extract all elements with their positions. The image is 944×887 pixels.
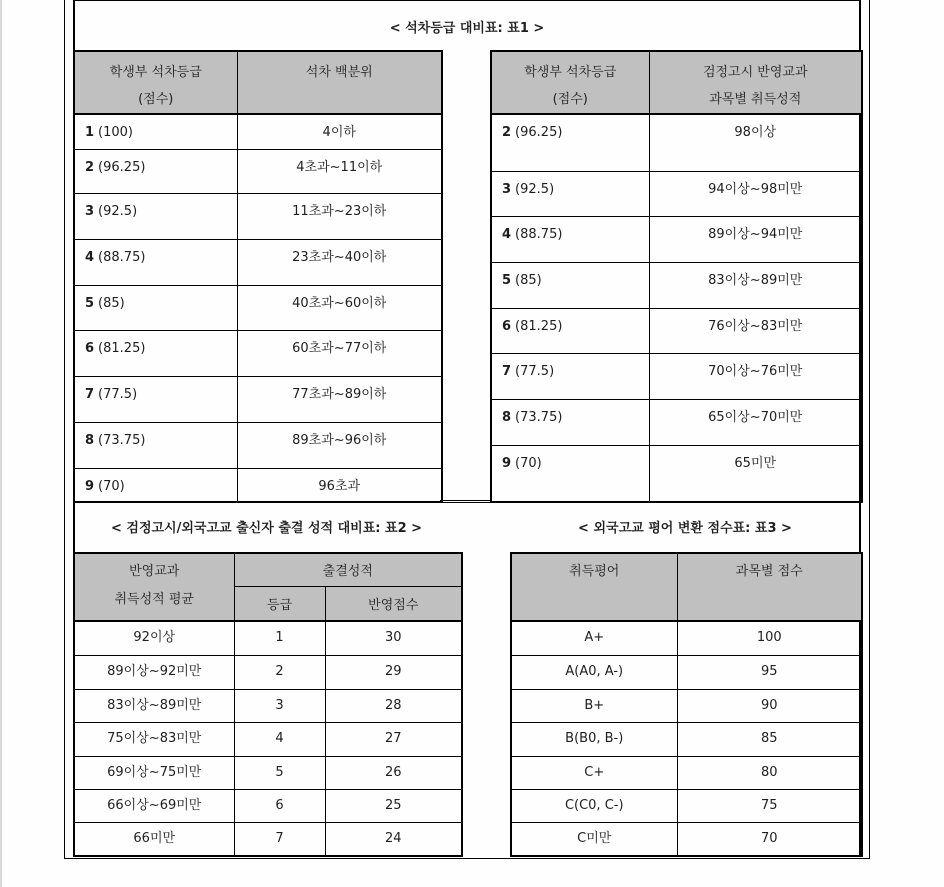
grade-score: (92.5) — [515, 181, 555, 197]
grade-score: (73.75) — [515, 409, 563, 425]
average-cell: 66미만 — [74, 822, 234, 856]
percentile-cell: 77초과~89이하 — [237, 376, 442, 422]
score-cell: 24 — [325, 822, 462, 856]
table-row — [511, 789, 862, 822]
header-line: 학생부 석차등급 — [524, 65, 617, 80]
table-row — [511, 689, 862, 722]
table-row — [74, 114, 442, 149]
grade-cell — [491, 399, 649, 445]
grade-cell — [74, 114, 237, 149]
table-row — [74, 285, 442, 330]
grade-number: 2 — [502, 125, 512, 140]
score-cell: 30 — [325, 621, 462, 655]
grade-ged-table — [490, 50, 863, 503]
grade-number: 8 — [85, 432, 95, 448]
score-cell: 90 — [677, 689, 862, 722]
header-line: 취득성적 평균 — [114, 592, 194, 607]
header-attendance-group: 출결성적 — [234, 553, 462, 586]
grade-cell — [74, 376, 237, 422]
table-row — [74, 193, 442, 239]
grade-number: 7 — [85, 386, 95, 402]
grade-conversion-table — [510, 552, 863, 857]
score-cell: 75 — [677, 789, 862, 822]
table-row — [491, 216, 862, 262]
average-cell: 66이상~69미만 — [74, 789, 234, 822]
grade-cell — [74, 149, 237, 193]
grade-cell — [74, 468, 237, 502]
table1-title: < 석차등급 대비표: 표1 > — [389, 21, 545, 36]
table-row — [74, 756, 462, 789]
result-cell: 70이상~76미만 — [649, 353, 862, 399]
score-cell: 100 — [677, 621, 862, 655]
grade-number: 4 — [85, 249, 95, 265]
result-cell: 83이상~89미만 — [649, 262, 862, 308]
table-row — [511, 655, 862, 689]
percentile-cell: 89초과~96이하 — [237, 422, 442, 468]
grade-number: 5 — [502, 272, 512, 288]
table-row — [74, 789, 462, 822]
level-cell: 2 — [234, 655, 325, 689]
table-row — [74, 330, 442, 376]
grade-score: (96.25) — [98, 159, 146, 175]
window-left-edge — [0, 0, 2, 887]
result-cell: 89이상~94미만 — [649, 216, 862, 262]
grade-number: 1 — [85, 125, 95, 140]
table-row — [74, 621, 462, 655]
score-cell: 25 — [325, 789, 462, 822]
grade-number: 9 — [502, 455, 512, 471]
percentile-cell: 4초과~11이하 — [237, 149, 442, 193]
grade-cell — [74, 239, 237, 285]
grade-score: (85) — [98, 295, 125, 311]
grade-number: 7 — [502, 363, 512, 379]
grade-score: (92.5) — [98, 203, 138, 219]
header-subject-average — [74, 553, 234, 621]
header-subject-score: 과목별 점수 — [677, 553, 862, 621]
level-cell: 4 — [234, 722, 325, 756]
table-header-row — [511, 553, 862, 621]
header-grade — [491, 51, 649, 114]
percentile-cell: 96초과 — [237, 468, 442, 502]
average-cell: 83이상~89미만 — [74, 689, 234, 722]
score-cell: 29 — [325, 655, 462, 689]
score-cell: 28 — [325, 689, 462, 722]
percentile-cell: 4이하 — [237, 114, 442, 149]
letter-cell: B(B0, B-) — [511, 722, 677, 756]
grade-number: 6 — [85, 340, 95, 356]
header-percentile: 석차 백분위 — [237, 51, 442, 114]
table-row — [74, 239, 442, 285]
table-row — [491, 308, 862, 353]
grade-score: (81.25) — [98, 340, 146, 356]
table-row — [511, 621, 862, 655]
grade-cell — [74, 422, 237, 468]
grade-cell — [74, 330, 237, 376]
percentile-cell: 11초과~23이하 — [237, 193, 442, 239]
header-line: 과목별 취득성적 — [709, 92, 802, 107]
table-header-row — [74, 51, 442, 114]
score-cell: 80 — [677, 756, 862, 789]
grade-cell — [491, 308, 649, 353]
grade-score: (73.75) — [98, 432, 146, 448]
table-row — [74, 468, 442, 502]
level-cell: 5 — [234, 756, 325, 789]
grade-cell — [491, 114, 649, 171]
result-cell: 65이상~70미만 — [649, 399, 862, 445]
table-row — [74, 655, 462, 689]
grade-number: 9 — [85, 478, 95, 494]
grade-score: (70) — [515, 455, 542, 471]
grade-number: 2 — [85, 159, 95, 175]
header-line: (점수) — [552, 92, 588, 107]
grade-number: 6 — [502, 318, 512, 334]
grade-cell — [491, 171, 649, 216]
score-cell: 70 — [677, 822, 862, 856]
header-ged-result — [649, 51, 862, 114]
result-cell: 65미만 — [649, 445, 862, 502]
grade-cell — [491, 445, 649, 502]
percentile-cell: 60초과~77이하 — [237, 330, 442, 376]
letter-cell: B+ — [511, 689, 677, 722]
header-line: 학생부 석차등급 — [109, 65, 202, 80]
grade-score: (85) — [515, 272, 542, 288]
average-cell: 69이상~75미만 — [74, 756, 234, 789]
table-row — [491, 353, 862, 399]
grade-score: (96.25) — [515, 125, 563, 140]
percentile-cell: 40초과~60이하 — [237, 285, 442, 330]
average-cell: 89이상~92미만 — [74, 655, 234, 689]
grade-score: (81.25) — [515, 318, 563, 334]
table-row — [491, 262, 862, 308]
result-cell: 98이상 — [649, 114, 862, 171]
table-row — [74, 376, 442, 422]
table-row — [74, 822, 462, 856]
letter-cell: A(A0, A-) — [511, 655, 677, 689]
level-cell: 1 — [234, 621, 325, 655]
grade-number: 8 — [502, 409, 512, 425]
grade-score: (88.75) — [98, 249, 146, 265]
grade-number: 4 — [502, 226, 512, 242]
header-grade — [74, 51, 237, 114]
table2-title: < 검정고시/외국고교 출신자 출결 성적 대비표: 표2 > — [110, 521, 423, 536]
table-row — [511, 722, 862, 756]
header-line: (점수) — [138, 92, 174, 107]
header-reflected-score: 반영점수 — [325, 586, 462, 621]
header-level: 등급 — [234, 586, 325, 621]
percentile-cell: 23초과~40이하 — [237, 239, 442, 285]
grade-percentile-table — [73, 50, 443, 503]
grade-cell — [74, 285, 237, 330]
grade-cell — [491, 353, 649, 399]
table-header-row — [74, 553, 462, 586]
score-cell: 27 — [325, 722, 462, 756]
result-cell: 94이상~98미만 — [649, 171, 862, 216]
letter-cell: C+ — [511, 756, 677, 789]
header-letter-grade: 취득평어 — [511, 553, 677, 621]
grade-number: 3 — [85, 203, 95, 219]
grade-cell — [74, 193, 237, 239]
attendance-score-table — [73, 552, 463, 857]
section-divider — [440, 500, 490, 503]
grade-score: (70) — [98, 478, 125, 494]
grade-cell — [491, 216, 649, 262]
score-cell: 95 — [677, 655, 862, 689]
score-cell: 26 — [325, 756, 462, 789]
header-line: 검정고시 반영교과 — [702, 65, 808, 80]
table-row — [74, 722, 462, 756]
table-row — [511, 756, 862, 789]
grade-cell — [491, 262, 649, 308]
average-cell: 75이상~83미만 — [74, 722, 234, 756]
letter-cell: A+ — [511, 621, 677, 655]
grade-score: (100) — [98, 125, 134, 140]
table-row — [491, 445, 862, 502]
table-row — [491, 114, 862, 171]
grade-number: 3 — [502, 181, 512, 197]
level-cell: 3 — [234, 689, 325, 722]
level-cell: 6 — [234, 789, 325, 822]
table-row — [511, 822, 862, 856]
letter-cell: C(C0, C-) — [511, 789, 677, 822]
grade-score: (77.5) — [98, 386, 138, 402]
score-cell: 85 — [677, 722, 862, 756]
table-row — [491, 399, 862, 445]
table-row — [491, 171, 862, 216]
table-header-row — [491, 51, 862, 114]
grade-score: (77.5) — [515, 363, 555, 379]
average-cell: 92이상 — [74, 621, 234, 655]
result-cell: 76이상~83미만 — [649, 308, 862, 353]
table3-title: < 외국고교 평어 변환 점수표: 표3 > — [578, 521, 792, 536]
table-row — [74, 422, 442, 468]
table-row — [74, 149, 442, 193]
grade-number: 5 — [85, 295, 95, 311]
header-line: 반영교과 — [129, 564, 180, 579]
grade-score: (88.75) — [515, 226, 563, 242]
table-row — [74, 689, 462, 722]
letter-cell: C미만 — [511, 822, 677, 856]
level-cell: 7 — [234, 822, 325, 856]
